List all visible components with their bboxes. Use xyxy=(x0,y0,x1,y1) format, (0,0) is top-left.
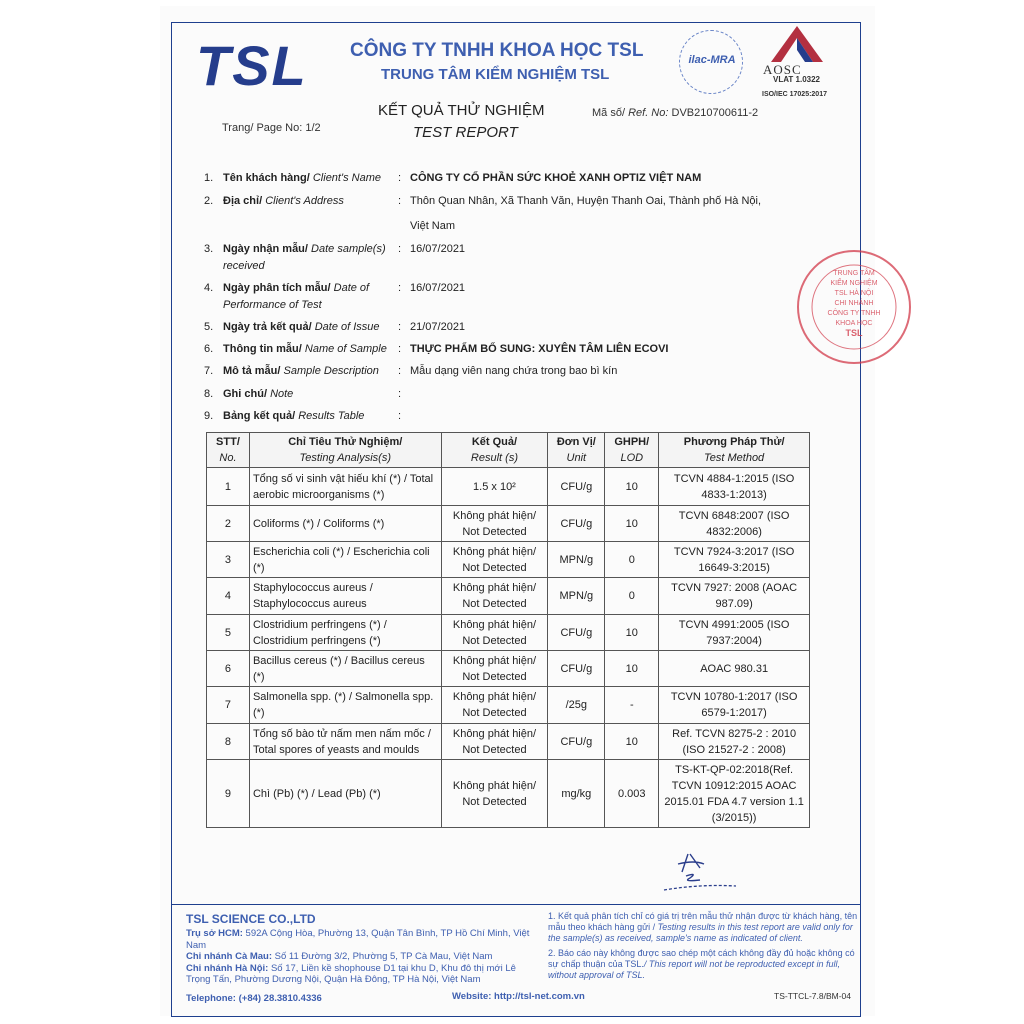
signature-icon xyxy=(660,846,740,896)
footer-notes: 1. Kết quả phân tích chỉ có giá trị trên mẫu thử nhận được từ khách hàng, tên mẫu theo khách hàng gửi / Testing results in this test report are valid only for the sample(s) as received, sample's name as indicated of client. 2. Báo cáo này không được sao chép một cách không đầy đủ hoặc không có sự chấp thuận của TSL./ This report will not be reproducted except in full, without approval of TSL. xyxy=(548,911,858,980)
ref-label-vn: Mã số/ xyxy=(592,107,626,119)
iso-standard: ISO/IEC 17025:2017 xyxy=(762,91,827,98)
ref-label-en: Ref. No: xyxy=(628,107,669,119)
aosc-triangle-icon xyxy=(769,24,825,64)
footer-company: TSL SCIENCE CO.,LTD xyxy=(186,912,316,926)
company-name: CÔNG TY TNHH KHOA HỌC TSL xyxy=(350,40,644,61)
official-stamp xyxy=(790,247,881,367)
date-issue-value: 21/07/2021 xyxy=(410,321,466,333)
header-lod: GHPH/ LOD xyxy=(605,433,659,468)
svg-text:TSL HÀ NỘI: TSL HÀ NỘI xyxy=(834,290,874,297)
date-received-value: 16/07/2021 xyxy=(410,243,466,255)
header-stt: STT/ No. xyxy=(207,433,250,468)
center-name: TRUNG TÂM KIỂM NGHIỆM TSL xyxy=(381,66,610,83)
sample-name-value: THỰC PHẨM BỔ SUNG: XUYÊN TÂM LIÊN ECOVI xyxy=(410,343,669,355)
footer-addresses: Trụ sở HCM: 592A Cộng Hòa, Phường 13, Quận Tân Bình, TP Hồ Chí Minh, Việt Nam Chi nhánh Cà Mau: Số 11 Đường 3/2, Phường 5, TP Cà Mau, Việt Nam Chi nhánh Hà Nội: Số 17, Liền kề shophouse D1 tại khu D, Khu đô thị mới Lê Trọng Tấn, Phường Dương Nội, Quận Hà Đông, TP Hà Nội, Việt Nam xyxy=(186,928,530,985)
header-analysis: Chỉ Tiêu Thử Nghiệm/ Testing Analysis(s) xyxy=(249,433,441,468)
footer-telephone: Telephone: (+84) 28.3810.4336 xyxy=(186,993,322,1004)
footer-divider xyxy=(172,904,860,905)
table-row: 3 Escherichia coli (*) / Escherichia coli (*) Không phát hiện/ Not Detected MPN/g 0 TCVN 7924-3:2017 (ISO 16649-3:2015) xyxy=(207,542,810,578)
svg-text:CHI NHÁNH: CHI NHÁNH xyxy=(834,300,874,307)
sample-description-value: Mẫu dạng viên nang chứa trong bao bì kín xyxy=(410,365,618,377)
svg-text:KIỂM NGHIỆM: KIỂM NGHIỆM xyxy=(830,280,878,287)
client-name-value: CÔNG TY CỔ PHẦN SỨC KHOẺ XANH OPTIZ VIỆT NAM xyxy=(410,172,702,184)
page-number: Trang/ Page No: 1/2 xyxy=(222,122,321,134)
ilac-mra-logo xyxy=(679,30,743,94)
table-row: 1 Tổng số vi sinh vật hiếu khí (*) / Total aerobic microorganisms (*) 1.5 x 10² CFU/g 10 TCVN 4884-1:2015 (ISO 4833-1:2013) xyxy=(207,468,810,506)
table-row: 7 Salmonella spp. (*) / Salmonella spp. (*) Không phát hiện/ Not Detected /25g - TCVN 10780-1:2017 (ISO 6579-1:2017) xyxy=(207,687,810,724)
table-row: 5 Clostridium perfringens (*) / Clostridium perfringens (*) Không phát hiện/ Not Detected CFU/g 10 TCVN 4991:2005 (ISO 7937:2004) xyxy=(207,615,810,651)
table-row: 4 Staphylococcus aureus / Staphylococcus aureus Không phát hiện/ Not Detected MPN/g 0 TCVN 7927: 2008 (AOAC 987.09) xyxy=(207,578,810,615)
header-unit: Đơn Vị/ Unit xyxy=(548,433,605,468)
svg-text:KHOA HỌC: KHOA HỌC xyxy=(835,320,873,327)
svg-text:TSL: TSL xyxy=(845,328,863,338)
svg-text:TRUNG TÂM: TRUNG TÂM xyxy=(833,270,875,277)
table-header-row xyxy=(207,433,810,468)
tsl-logo: TSL xyxy=(196,34,308,97)
table-row: 9 Chì (Pb) (*) / Lead (Pb) (*) Không phát hiện/ Not Detected mg/kg 0.003 TS-KT-QP-02:2018(Ref. TCVN 10912:2015 AOAC 2015.01 FDA 4.7 version 1.1 (3/2015)) xyxy=(207,760,810,828)
header-method: Phương Pháp Thử/ Test Method xyxy=(659,433,810,468)
report-title-vn: KẾT QUẢ THỬ NGHIỆM xyxy=(378,102,545,119)
form-code: TS-TTCL-7.8/BM-04 xyxy=(774,991,851,1001)
reference-number xyxy=(592,107,758,119)
report-title-en: TEST REPORT xyxy=(413,124,518,141)
svg-text:CÔNG TY TNHH: CÔNG TY TNHH xyxy=(827,310,881,317)
date-performance-value: 16/07/2021 xyxy=(410,282,466,294)
table-row: 6 Bacillus cereus (*) / Bacillus cereus (*) Không phát hiện/ Not Detected CFU/g 10 AOAC 980.31 xyxy=(207,651,810,687)
vlat-text: VLAT 1.0322 xyxy=(773,75,820,84)
ref-value: DVB210700611-2 xyxy=(671,107,759,119)
aosc-text: AOSC xyxy=(763,62,802,77)
footer-website[interactable]: Website: http://tsl-net.com.vn xyxy=(452,991,585,1002)
results-table xyxy=(206,432,810,828)
table-row: 2 Coliforms (*) / Coliforms (*) Không phát hiện/ Not Detected CFU/g 10 TCVN 6848:2007 (ISO 4832:2006) xyxy=(207,506,810,542)
client-address-value: Thôn Quan Nhân, Xã Thanh Văn, Huyện Thanh Oai, Thành phố Hà Nội, Việt Nam xyxy=(410,195,762,232)
stamp-icon xyxy=(790,247,910,367)
ilac-mra-text: ilac-MRA xyxy=(688,54,736,66)
table-row: 8 Tổng số bào tử nấm men nấm mốc / Total spores of yeasts and moulds Không phát hiện/ Not Detected CFU/g 10 Ref. TCVN 8275-2 : 2010 (ISO 21527-2 : 2008) xyxy=(207,724,810,760)
header-result: Kết Quả/ Result (s) xyxy=(441,433,548,468)
